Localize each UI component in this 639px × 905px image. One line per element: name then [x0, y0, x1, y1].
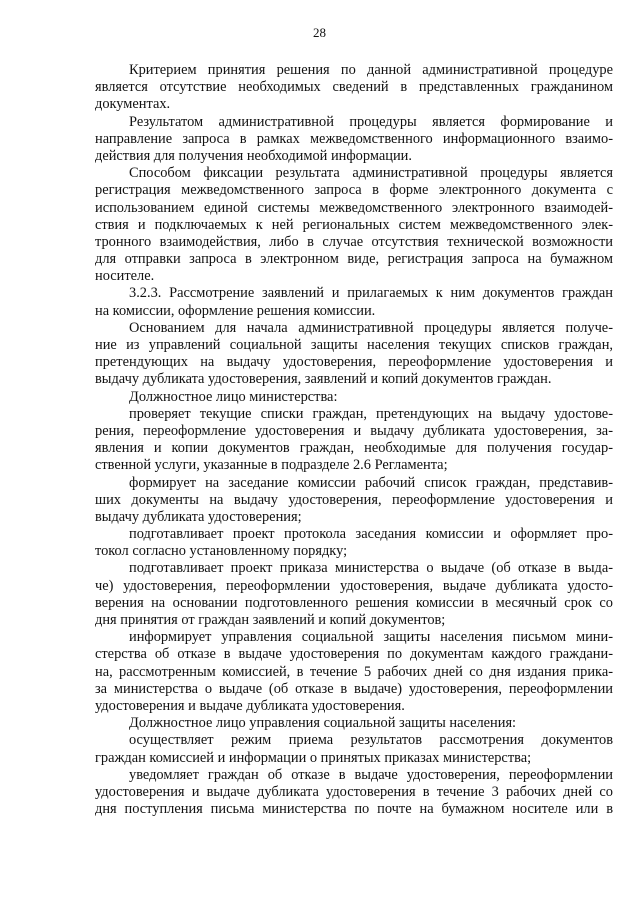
text-line: документах. [95, 96, 171, 113]
paragraph [95, 406, 613, 475]
text-line: является отсутствие необходимых сведений в представленных гражданином [95, 79, 613, 96]
text-line: формирует на заседание комиссии рабочий список граждан, представив- [129, 474, 613, 491]
paragraph [95, 62, 613, 114]
text-line: использованием единой системы межведомственного электронного взаимодей- [95, 199, 613, 216]
text-line: дня принятия от граждан заявлений и копий документов; [95, 612, 446, 628]
text-line: действия для получения необходимой информации. [95, 147, 412, 164]
paragraph [95, 767, 613, 819]
text-line: ние из управлений социальной защиты населения текущих списков граждан, [95, 337, 613, 353]
text-line: 3.2.3. Рассмотрение заявлений и прилагаемых к ним документов граждан [129, 285, 613, 302]
text-line: рения, переоформление удостоверения и выдачу дубликата удостоверения, за- [95, 422, 613, 439]
text-line: ших документы на выдачу удостоверения, переоформление удостоверения и [95, 491, 613, 508]
text-line: на, рассмотренным комиссией, в течение 5 рабочих дней со дня издания прика- [95, 663, 613, 680]
text-line: ственной услуги, указанные в подразделе 2.6 Регламента; [95, 457, 448, 474]
text-line: дня поступления письма министерства по почте на бумажном носителе или в [95, 801, 613, 818]
text-line: че) удостоверения, переоформлении удостоверения, выдаче дубликата удосто- [95, 577, 613, 594]
paragraph [95, 629, 613, 715]
text-line: подготавливает проект приказа министерства о выдаче (об отказе в выда- [129, 560, 613, 577]
text-line: на комиссии, оформление решения комиссии. [95, 302, 376, 319]
text-line: верения на основании подготовленного решения комиссии в месячный срок со [95, 594, 613, 611]
text-line: подготавливает проект протокола заседания комиссии и оформляет про- [129, 526, 613, 543]
document-body [95, 62, 613, 818]
text-line: Способом фиксации результата административной процедуры является [129, 165, 613, 182]
text-line: Критерием принятия решения по данной административной процедуре [129, 62, 613, 78]
paragraph [95, 285, 613, 319]
text-line: проверяет текущие списки граждан, претендующих на выдачу удостове- [129, 405, 613, 422]
text-line: носителе. [95, 268, 155, 285]
text-line: Основанием для начала административной процедуры является получе- [129, 319, 613, 336]
text-line: токол согласно установленному порядку; [95, 543, 348, 560]
text-line: Должностное лицо министерства: [129, 388, 338, 405]
paragraph [95, 526, 613, 560]
text-line: удостоверения и выдаче дубликата удостоверения в течение 3 рабочих дней со [95, 783, 613, 800]
text-line: осуществляет режим приема результатов рассмотрения документов [129, 732, 613, 749]
text-line: граждан комиссией и информации о принятых приказах министерства; [95, 749, 532, 766]
text-line: удостоверения и выдаче дубликата удостоверения. [95, 697, 405, 714]
page-number: 28 [313, 25, 326, 40]
text-line: тронного взаимодействия, либо в случае отсутствия технической возможности [95, 233, 613, 250]
paragraph [95, 715, 613, 732]
text-line: выдачу дубликата удостоверения, заявлений и копий документов граждан. [95, 371, 552, 388]
text-line: Результатом административной процедуры является формирование и [129, 113, 613, 130]
paragraph [95, 320, 613, 389]
text-line: выдачу дубликата удостоверения; [95, 508, 302, 525]
paragraph [95, 389, 613, 406]
text-line: направление запроса в рамках межведомственного информационного взаимо- [95, 130, 613, 147]
text-line: явления и копии документов граждан, необходимые для получения государ- [95, 440, 613, 457]
text-line: информирует управления социальной защиты населения письмом мини- [129, 629, 613, 646]
text-line: ствия и подключаемых к ней региональных систем межведомственного элек- [95, 216, 613, 233]
paragraph [95, 165, 613, 285]
paragraph [95, 560, 613, 629]
text-line: претендующих на выдачу удостоверения, переоформление удостоверения и [95, 354, 613, 371]
text-line: регистрация межведомственного запроса в форме электронного документа с [95, 182, 613, 199]
paragraph [95, 732, 613, 766]
text-line: стерства об отказе в выдаче удостоверения по документам каждого граждани- [95, 646, 613, 663]
paragraph [95, 114, 613, 166]
paragraph [95, 475, 613, 527]
text-line: уведомляет граждан об отказе в выдаче удостоверения, переоформлении [129, 766, 613, 783]
text-line: для отправки запроса в электронном виде, регистрация запроса на бумажном [95, 251, 613, 268]
text-line: Должностное лицо управления социальной защиты населения: [129, 715, 517, 732]
text-line: за министерства о выдаче (об отказе в выдаче) удостоверения, переоформлении [95, 680, 613, 697]
